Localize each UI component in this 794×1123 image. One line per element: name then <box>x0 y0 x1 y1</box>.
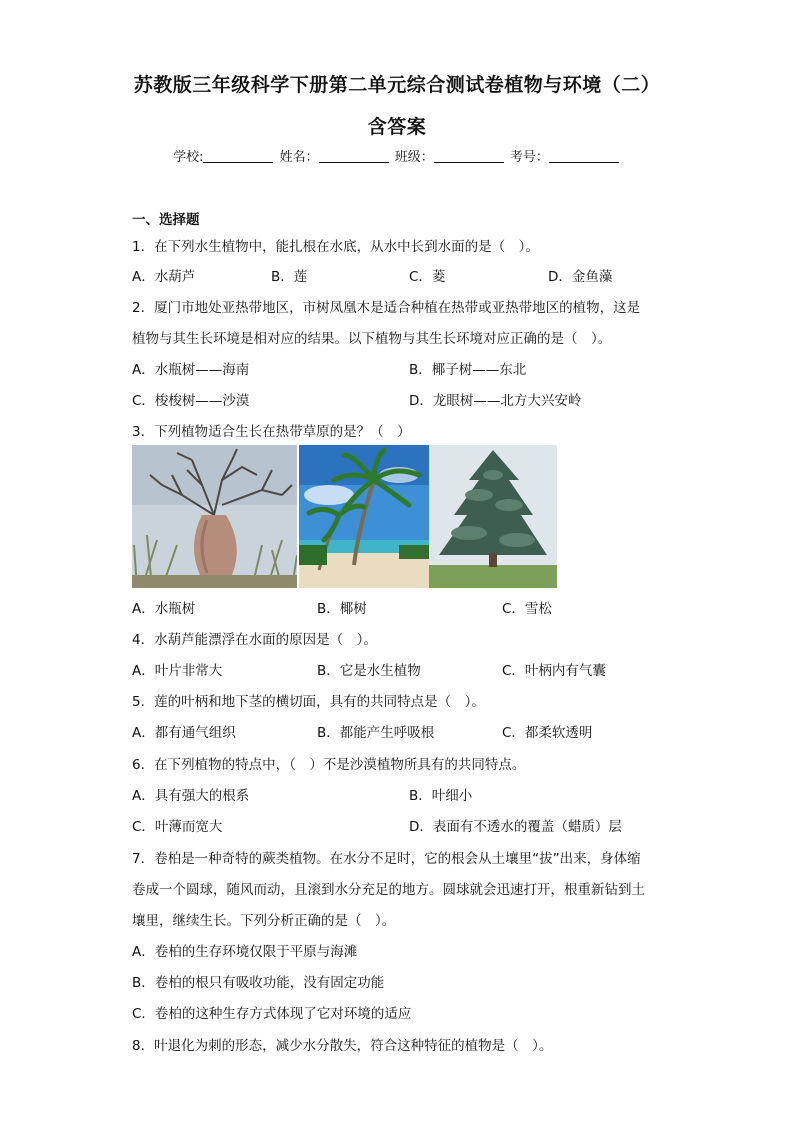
option-c[interactable]: C．叶薄而宽大 <box>132 819 223 835</box>
option-a[interactable]: A．都有通气组织 <box>132 725 236 741</box>
section-heading: 一、选择题 <box>132 212 200 228</box>
option-d[interactable]: D．金鱼藻 <box>548 269 613 285</box>
exam-number-label: 考号： <box>509 150 549 165</box>
option-b[interactable]: B．椰子树——东北 <box>409 362 527 378</box>
class-blank[interactable] <box>434 150 504 163</box>
question-stem: 7．卷柏是一种奇特的蕨类植物。在水分不足时，它的根会从土壤里“拔”出来，身体缩 <box>132 851 641 867</box>
question-stem: 植物与其生长环境是相对应的结果。以下植物与其生长环境对应正确的是（ ）。 <box>132 331 612 347</box>
option-row <box>132 265 692 283</box>
option-row <box>132 358 692 376</box>
name-label: 姓名： <box>279 150 319 165</box>
question-stem: 2．厦门市地处亚热带地区，市树凤凰木是适合种植在热带或亚热带地区的植物，这是 <box>132 300 641 316</box>
option-a[interactable]: A．卷柏的生存环境仅限于平原与海滩 <box>132 944 358 960</box>
question-stem: 卷成一个圆球，随风而动，且滚到水分充足的地方。圆球就会迅速打开，根重新钻到土 <box>132 882 645 898</box>
option-b[interactable]: B．它是水生植物 <box>317 663 421 679</box>
student-info-row <box>0 146 794 165</box>
option-row <box>132 659 692 677</box>
option-a[interactable]: A．叶片非常大 <box>132 663 223 679</box>
question-stem: 3．下列植物适合生长在热带草原的是？（ ） <box>132 424 411 440</box>
option-a[interactable]: A．水瓶树 <box>132 601 196 617</box>
exam-number-blank[interactable] <box>549 150 619 163</box>
plant-photos <box>132 445 562 588</box>
question-stem: 1．在下列水生植物中，能扎根在水底，从水中长到水面的是（ ）。 <box>132 239 539 255</box>
option-d[interactable]: D．龙眼树——北方大兴安岭 <box>409 393 582 409</box>
option-d[interactable]: D．表面有不透水的覆盖（蜡质）层 <box>409 819 622 835</box>
coconut-palm-photo <box>299 445 429 588</box>
option-c[interactable]: C．菱 <box>409 269 446 285</box>
option-row <box>132 597 692 615</box>
cedar-photo <box>429 445 557 588</box>
option-b[interactable]: B．莲 <box>271 269 308 285</box>
option-b[interactable]: B．椰树 <box>317 601 367 617</box>
option-b[interactable]: B．都能产生呼吸根 <box>317 725 435 741</box>
page-subtitle: 含答案 <box>367 116 427 138</box>
option-a[interactable]: A．具有强大的根系 <box>132 788 250 804</box>
question-stem: 8．叶退化为刺的形态，减少水分散失，符合这种特征的植物是（ ）。 <box>132 1038 553 1054</box>
option-c[interactable]: C．雪松 <box>502 601 552 617</box>
option-b[interactable]: B．卷柏的根只有吸收功能，没有固定功能 <box>132 975 385 991</box>
option-row <box>132 721 692 739</box>
question-stem: 壤里，继续生长。下列分析正确的是（ ）。 <box>132 913 396 929</box>
name-blank[interactable] <box>319 150 389 163</box>
option-a[interactable]: A．水葫芦 <box>132 269 196 285</box>
option-row <box>132 815 692 833</box>
option-c[interactable]: C．都柔软透明 <box>502 725 593 741</box>
option-a[interactable]: A．水瓶树——海南 <box>132 362 250 378</box>
school-blank[interactable] <box>203 150 273 163</box>
option-b[interactable]: B．叶细小 <box>409 788 473 804</box>
question-stem: 4．水葫芦能漂浮在水面的原因是（ ）。 <box>132 632 377 648</box>
option-row <box>132 784 692 802</box>
page-title: 苏教版三年级科学下册第二单元综合测试卷植物与环境（二） <box>133 74 661 96</box>
class-label: 班级： <box>394 150 434 165</box>
question-stem: 5．莲的叶柄和地下茎的横切面，具有的共同特点是（ ）。 <box>132 694 485 710</box>
option-c[interactable]: C．梭梭树——沙漠 <box>132 393 250 409</box>
bottle-tree-photo <box>132 445 297 588</box>
question-stem: 6．在下列植物的特点中，（ ）不是沙漠植物所具有的共同特点。 <box>132 757 526 773</box>
school-label: 学校: <box>173 150 204 165</box>
option-c[interactable]: C．卷柏的这种生存方式体现了它对环境的适应 <box>132 1006 412 1022</box>
option-row <box>132 389 692 407</box>
option-c[interactable]: C．叶柄内有气囊 <box>502 663 606 679</box>
